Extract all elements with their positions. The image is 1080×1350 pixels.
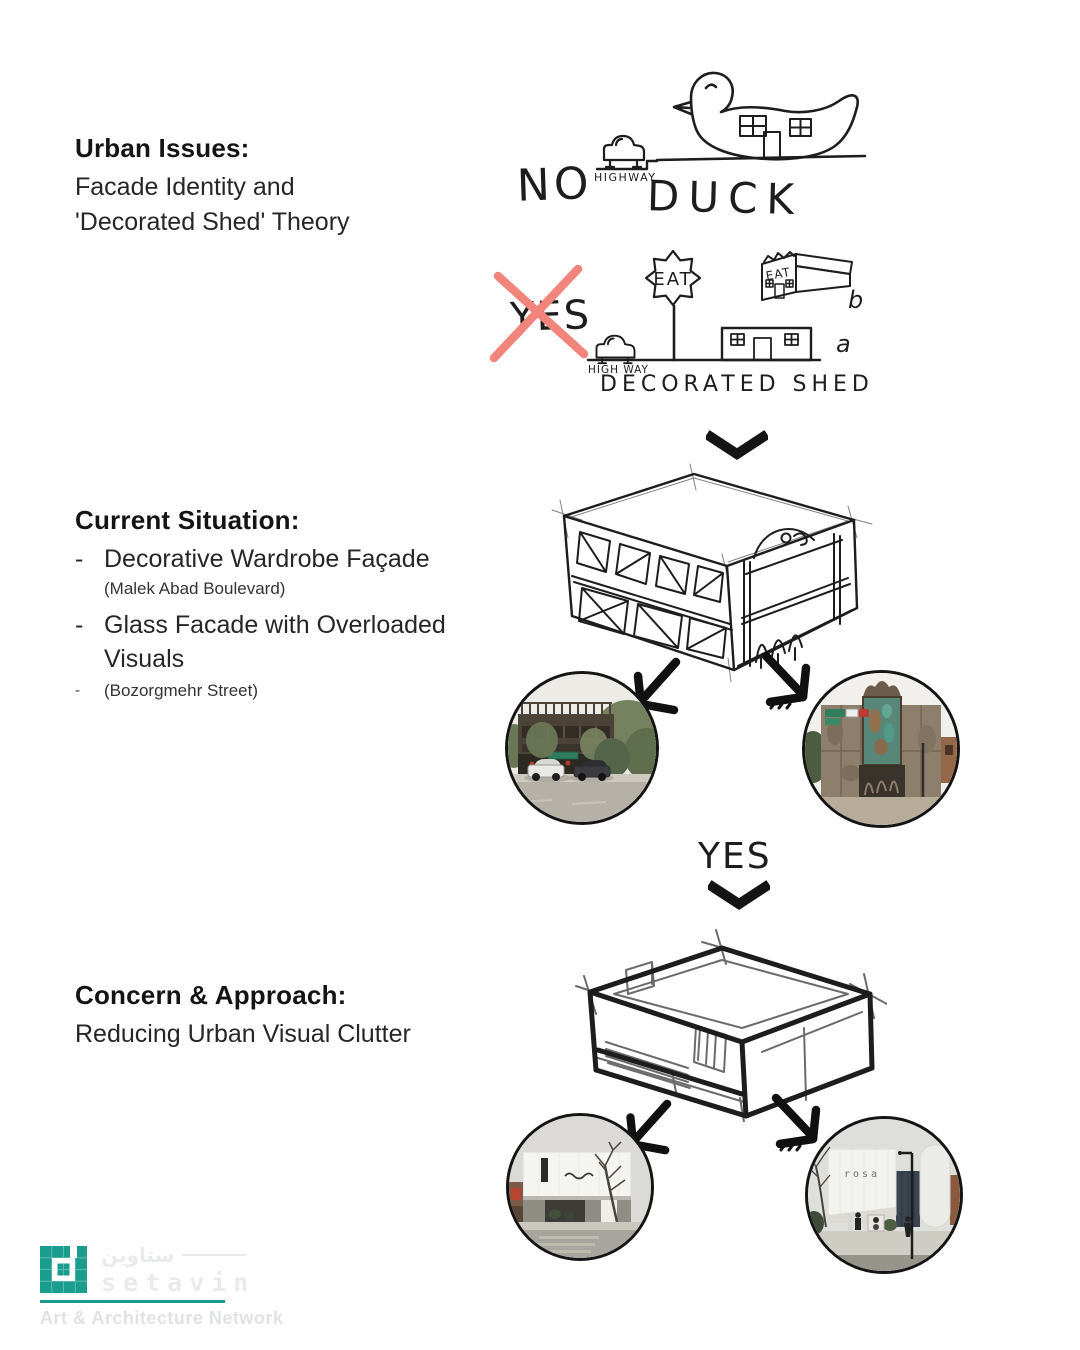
shed-yes-label: YES xyxy=(509,292,592,341)
shed-building-sketch xyxy=(722,328,811,360)
sketch1-box xyxy=(564,474,857,670)
bullet-dash: - xyxy=(75,545,84,573)
duck-window-2 xyxy=(790,119,811,136)
logo-divider-rule xyxy=(40,1300,225,1303)
minimal-box-building-sketch xyxy=(552,922,887,1122)
duck-no-label: NO xyxy=(516,158,594,212)
current-situation-title: Current Situation: xyxy=(75,505,300,535)
sketch1-left-face-panels xyxy=(572,532,732,658)
logo-wordmark-en-text: setavin xyxy=(101,1268,256,1297)
photo-malek-abad-street xyxy=(505,671,659,825)
highway-line xyxy=(597,161,657,169)
chevron-down-icon xyxy=(706,430,768,460)
setavin-logo-glyph xyxy=(40,1246,87,1293)
duck-diagram-sketch xyxy=(497,48,870,233)
concern-title: Concern & Approach: xyxy=(75,980,347,1010)
section-current-situation xyxy=(75,505,495,701)
red-sign xyxy=(859,709,869,717)
photo-minimal-facade-left xyxy=(506,1113,654,1261)
bullet-text: Glass Facade with Overloaded Visuals xyxy=(104,611,446,673)
section-concern-approach xyxy=(75,980,495,1052)
logo-tagline: Art & Architecture Network xyxy=(40,1308,284,1328)
note-dash: - xyxy=(75,682,80,699)
duck-car-sketch xyxy=(604,136,644,167)
photo-minimal-left-scene xyxy=(509,1116,651,1258)
logo-dash xyxy=(182,1254,246,1256)
flow-yes-label: YES xyxy=(698,836,772,877)
urban-issues-line2: 'Decorated Shed' Theory xyxy=(75,208,350,236)
note-malek-abad: (Malek Abad Boulevard) xyxy=(104,579,286,598)
duck-caption: DUCK xyxy=(646,171,804,225)
bullet-text: Decorative Wardrobe Façade xyxy=(104,545,430,573)
rosa-signage: rosa xyxy=(843,1169,881,1180)
duck-window-1 xyxy=(740,116,766,136)
photo-bozorgmehr-facade xyxy=(802,670,960,828)
duck-highway-label: HIGHWAY xyxy=(594,171,657,184)
eat-building-label: EAT xyxy=(764,264,792,284)
eat-building-sketch xyxy=(762,252,852,300)
sketch1-overshoot-lines xyxy=(552,464,872,682)
arrow-down-right-icon xyxy=(758,650,824,714)
note-text: (Bozorgmehr Street) xyxy=(104,681,258,700)
bullet-wardrobe-facade xyxy=(75,542,495,576)
shed-caption: DECORATED SHED xyxy=(600,372,874,397)
white-box-building xyxy=(828,1149,896,1215)
bullet-glass-facade xyxy=(75,608,495,676)
sketch1-front-face-ornament xyxy=(738,529,852,668)
duck-building-sketch xyxy=(674,73,858,159)
setavin-wordmark xyxy=(101,1243,255,1297)
shed-label-b: b xyxy=(848,286,864,314)
shed-highway-label: HIGH WAY xyxy=(588,364,649,376)
wardrobe-facade-building-sketch xyxy=(542,458,877,686)
photo-bozorgmehr-scene xyxy=(805,673,957,825)
section-urban-issues xyxy=(75,133,495,240)
logo-wordmark-farsi-row xyxy=(101,1243,255,1267)
photo-minimal-facade-rosa xyxy=(805,1116,963,1274)
note-bozorgmehr xyxy=(75,681,495,701)
chevron-down-icon xyxy=(708,880,770,910)
eat-sign-label: EAT xyxy=(653,269,693,290)
green-sign xyxy=(825,709,845,717)
shed-label-a: a xyxy=(836,330,851,358)
bullet-dash: - xyxy=(75,611,84,639)
photo-malek-abad-scene xyxy=(508,674,656,822)
concern-line1: Reducing Urban Visual Clutter xyxy=(75,1020,411,1048)
decorated-shed-diagram-sketch xyxy=(488,232,876,407)
urban-issues-line1: Facade Identity and xyxy=(75,173,295,201)
sketch2-box xyxy=(590,948,872,1116)
urban-issues-title: Urban Issues: xyxy=(75,133,250,163)
logo-wordmark-fa-text: ستاوین xyxy=(101,1243,175,1267)
photo-minimal-rosa-scene xyxy=(808,1119,960,1271)
